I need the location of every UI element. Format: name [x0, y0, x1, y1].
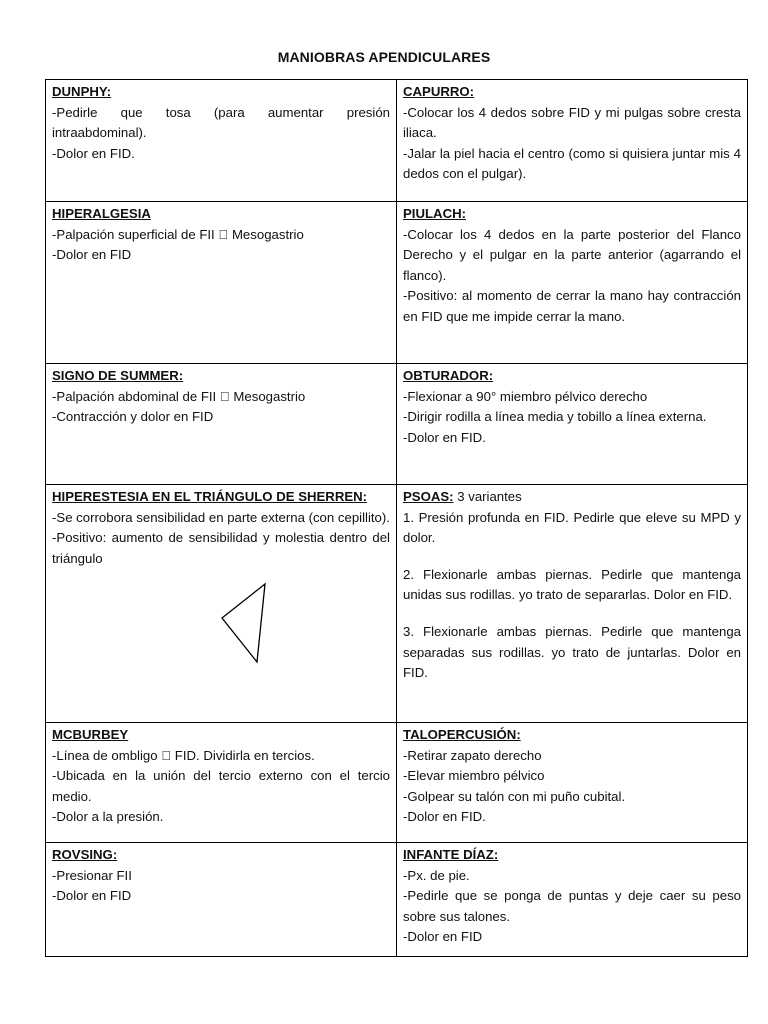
maneuver-line: -Dolor en FID	[403, 929, 483, 945]
paragraph-gap	[403, 549, 741, 565]
maneuver-line: -Dolor en FID	[52, 888, 132, 904]
maneuver-line: 2. Flexionarle ambas piernas. Pedirle que mantenga unidas sus rodillas. yo trato de separarlas. Dolor en FID.	[403, 566, 741, 603]
maneuver-line: -Dolor a la presión.	[52, 809, 164, 825]
maneuver-line: -Línea de ombligo   FID. Dividirla en tercios.	[52, 747, 315, 763]
maneuver-note: 3 variantes	[453, 489, 522, 504]
maneuver-line: 1. Presión profunda en FID. Pedirle que eleve su MPD y dolor.	[403, 509, 741, 546]
maneuver-title: CAPURRO:	[403, 84, 475, 99]
maneuver-cell-mcburbey	[46, 723, 397, 843]
maneuver-title: HIPERALGESIA	[52, 206, 151, 221]
maneuver-line: -Golpear su talón con mi puño cubital.	[403, 788, 626, 804]
maneuver-line: -Pedirle que tosa (para aumentar presión intraabdominal).	[52, 104, 390, 141]
maneuver-line: -Colocar los 4 dedos en la parte posterior del Flanco Derecho y el pulgar en la parte anterior (agarrando el flanco).	[403, 226, 741, 283]
maneuver-line: -Dolor en FID.	[403, 429, 486, 445]
maneuver-cell-piulach	[397, 202, 748, 364]
maneuver-line: -Px. de pie.	[403, 867, 470, 883]
maneuver-line: -Se corrobora sensibilidad en parte externa (con cepillito).	[52, 509, 390, 525]
maneuver-line: -Dirigir rodilla a línea media y tobillo a línea externa.	[403, 409, 707, 425]
maneuver-line: -Jalar la piel hacia el centro (como si quisiera juntar mis 4 dedos con el pulgar).	[403, 145, 741, 182]
page-title: MANIOBRAS APENDICULARES	[277, 49, 491, 65]
maneuver-line: -Colocar los 4 dedos sobre FID y mi pulgas sobre cresta iliaca.	[403, 104, 741, 141]
maneuver-title: HIPERESTESIA EN EL TRIÁNGULO DE SHERREN:	[52, 489, 368, 504]
maneuver-cell-obturador	[397, 364, 748, 485]
maneuver-line: -Dolor en FID.	[403, 809, 486, 825]
maneuver-line: -Elevar miembro pélvico	[403, 768, 545, 784]
maneuver-line: -Presionar FII	[52, 867, 132, 883]
maneuver-title: DUNPHY:	[52, 84, 112, 99]
maneuver-line: -Positivo: al momento de cerrar la mano hay contracción en FID que me impide cerrar la mano.	[403, 288, 741, 324]
maneuver-title: TALOPERCUSIÓN:	[403, 727, 521, 742]
maneuver-title: PIULACH:	[403, 206, 467, 221]
table-row	[46, 80, 748, 202]
maneuver-title: OBTURADOR:	[403, 368, 494, 383]
maneuvers-table	[45, 79, 748, 957]
maneuver-title: ROVSING:	[52, 847, 118, 862]
maneuver-line: -Dolor en FID.	[52, 145, 135, 161]
table-row	[46, 202, 748, 364]
maneuver-cell-psoas	[397, 485, 748, 723]
triangle-shape	[222, 584, 265, 662]
maneuver-line: -Positivo: aumento de sensibilidad y molestia dentro del triángulo	[52, 530, 390, 566]
table-row	[46, 843, 748, 957]
maneuver-line: 3. Flexionarle ambas piernas. Pedirle que mantenga separadas sus rodillas. yo trato de juntarlas. Dolor en FID.	[403, 623, 741, 681]
maneuver-cell-signo-de-summer	[46, 364, 397, 485]
maneuver-line: -Palpación superficial de FII   Mesogastrio	[52, 226, 304, 242]
maneuver-line: -Ubicada en la unión del tercio externo con el tercio medio.	[52, 768, 390, 804]
table-row	[46, 723, 748, 843]
maneuver-line: -Palpación abdominal de FII   Mesogastrio	[52, 388, 306, 404]
maneuver-cell-talopercusion	[397, 723, 748, 843]
maneuver-cell-dunphy	[46, 80, 397, 202]
maneuver-line: -Flexionar a 90° miembro pélvico derecho	[403, 388, 648, 404]
maneuver-title: INFANTE DÍAZ:	[403, 847, 499, 862]
maneuver-cell-hiperalgesia	[46, 202, 397, 364]
maneuver-title: SIGNO DE SUMMER:	[52, 368, 184, 383]
paragraph-gap	[403, 606, 741, 622]
maneuver-line: -Dolor en FID	[52, 247, 132, 263]
maneuver-cell-capurro	[397, 80, 748, 202]
maneuver-cell-rovsing	[46, 843, 397, 957]
maneuver-title-line	[403, 487, 741, 508]
maneuver-title: MCBURBEY	[52, 727, 129, 742]
table-row	[46, 485, 748, 723]
maneuver-title: PSOAS:	[403, 489, 454, 504]
maneuver-line: -Pedirle que se ponga de puntas y deje caer su peso sobre sus talones.	[403, 888, 741, 924]
triangle-drawing	[220, 582, 270, 664]
table-row	[46, 364, 748, 485]
maneuver-line: -Contracción y dolor en FID	[52, 409, 214, 425]
maneuver-cell-infante-diaz	[397, 843, 748, 957]
maneuver-cell-hiperestesia	[46, 485, 397, 723]
maneuver-line: -Retirar zapato derecho	[403, 747, 542, 763]
